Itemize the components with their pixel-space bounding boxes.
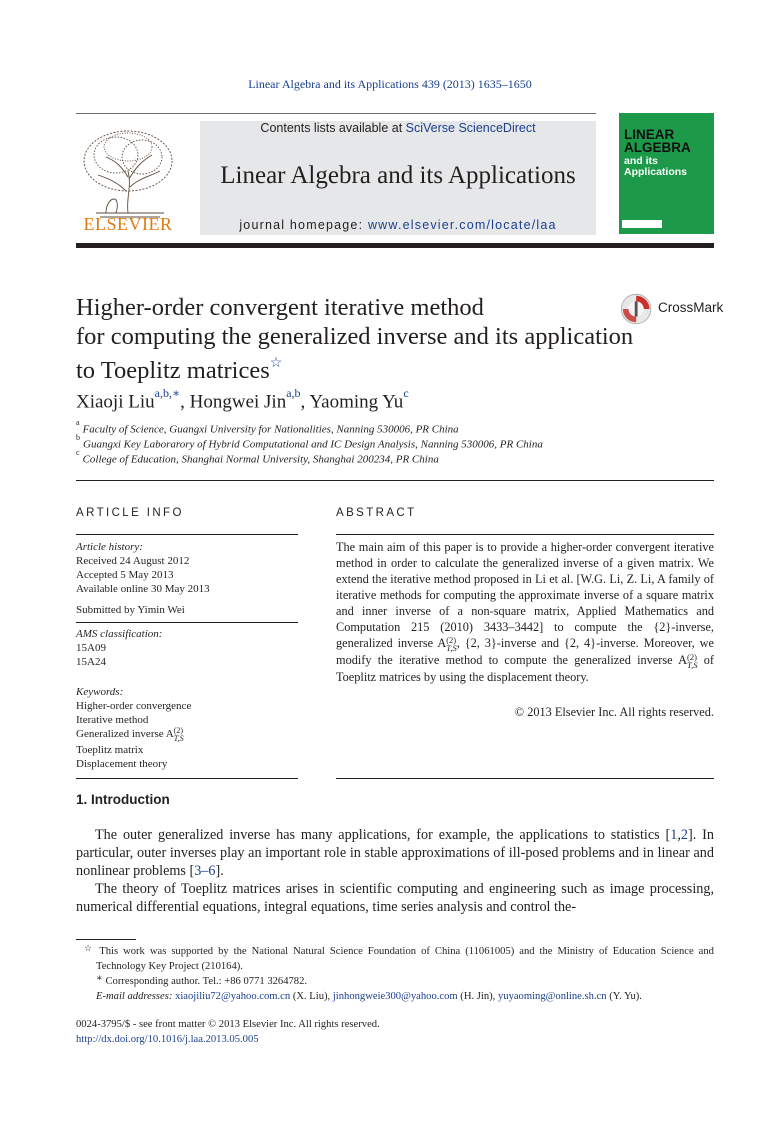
author-name: Hongwei Jin <box>189 391 287 413</box>
keyword: Toeplitz matrix <box>76 744 144 756</box>
footnote-star-mark: ☆ <box>84 943 95 953</box>
submitted-by: Submitted by Yimin Wei <box>76 604 185 616</box>
intro-paragraph-2 <box>76 880 714 916</box>
affiliation-mark: a <box>76 418 80 427</box>
affiliation <box>76 418 459 436</box>
accepted-date: Accepted 5 May 2013 <box>76 569 174 581</box>
keyword: Displacement theory <box>76 758 168 770</box>
crossmark-label[interactable]: CrossMark <box>658 300 724 315</box>
affiliation <box>76 433 543 451</box>
sciencedirect-link[interactable]: SciVerse ScienceDirect <box>405 121 536 135</box>
cover-publisher-strip <box>622 220 662 228</box>
title-line: Higher-order convergent iterative method <box>76 294 484 321</box>
abstract-heading: ABSTRACT <box>336 507 417 519</box>
email-link[interactable]: yuyaoming@online.sh.cn <box>497 991 607 1002</box>
header-divider <box>76 480 714 481</box>
footnote-corresponding <box>76 974 714 989</box>
footnote-text: Corresponding author. Tel.: +86 0771 3264782. <box>105 976 308 987</box>
running-head[interactable]: Linear Algebra and its Applications 439 (2013) 1635–1650 <box>248 77 532 91</box>
journal-name: Linear Algebra and its Applications <box>220 162 576 189</box>
masthead-bottom-rule <box>76 243 714 248</box>
footnote-rule <box>76 939 136 940</box>
keyword-text: Generalized inverse A <box>76 728 174 740</box>
section-heading-introduction: 1. Introduction <box>76 792 170 807</box>
footnote-funding <box>84 944 714 974</box>
masthead-top-rule <box>76 113 596 114</box>
history-label: Article history: <box>76 541 143 553</box>
journal-homepage <box>200 218 596 232</box>
email-owner: (H. Jin), <box>460 991 496 1002</box>
keywords <box>76 685 298 771</box>
abstract-text <box>336 539 714 685</box>
article-info-rule <box>76 534 298 535</box>
abstract-part: , {2, 3}-inverse and {2, 4}-inverse. Moreover, we modify the iterative method to compute the generalized inverse A <box>336 636 714 667</box>
keyword: Iterative method <box>76 714 149 726</box>
intro-paragraph-1: The outer generalized inverse has many applications, for example, the applications to statistics [1,2]. In particular, outer inverses play an important role in stable approximations of ill-posed problems and in linear and nonlinear problems [3–6]. <box>76 827 714 879</box>
title-line <box>76 351 676 385</box>
keyword <box>76 727 298 743</box>
abstract-math-sub: T,S <box>446 643 457 653</box>
contents-prefix: Contents lists available at <box>260 121 403 135</box>
abstract-math <box>687 653 697 669</box>
footnote-emails <box>76 989 714 1004</box>
paragraph-text: ]. In particular, outer inverses play an important role in stable approximations of ill-posed problems and in linear and nonlinear problems [ <box>76 827 714 879</box>
elsevier-wordmark: ELSEVIER <box>83 214 173 234</box>
affiliation-mark: b <box>76 433 80 442</box>
abstract-math-sup: (2) <box>687 652 697 662</box>
paragraph-text: The outer generalized inverse has many applications, for example, the applications to statistics [ <box>95 827 671 843</box>
citation-link[interactable]: 2 <box>680 827 689 843</box>
abstract-math-sub: T,S <box>687 660 698 670</box>
title-line: for computing the generalized inverse and its application <box>76 323 634 350</box>
author-name: Xiaoji Liu <box>76 391 155 413</box>
cover-subtitle <box>624 156 712 177</box>
contents-availability <box>200 121 596 135</box>
email-owner: (X. Liu), <box>292 991 331 1002</box>
ams-code: 15A09 <box>76 642 106 654</box>
doi-link[interactable]: http://dx.doi.org/10.1016/j.laa.2013.05.005 <box>76 1034 259 1045</box>
keyword-math <box>174 727 184 743</box>
email-owner: (Y. Yu). <box>609 991 642 1002</box>
affiliation-text: College of Education, Shanghai Normal University, Shanghai 200234, PR China <box>82 453 439 466</box>
keywords-label: Keywords: <box>76 686 124 698</box>
footnote-corr-mark: ∗ <box>96 973 103 984</box>
crossmark-icon[interactable] <box>620 292 658 326</box>
article-history <box>76 540 298 596</box>
email-link[interactable]: xiaojiliu72@yahoo.com.cn <box>175 991 291 1002</box>
citation-link[interactable]: 3–6 <box>194 863 216 879</box>
paragraph-text: The theory of Toeplitz matrices arises in scientific computing and engineering such as image processing, numerical differential equations, integral equations, time series analysis and control the- <box>76 881 714 915</box>
abstract-math-sup: (2) <box>446 635 457 645</box>
cover-title <box>624 128 712 154</box>
front-matter <box>76 1017 380 1047</box>
email-label: E-mail addresses: <box>96 991 173 1002</box>
homepage-link[interactable]: www.elsevier.com/locate/laa <box>367 218 557 232</box>
issn-line: 0024-3795/$ - see front matter © 2013 Elsevier Inc. All rights reserved. <box>76 1019 380 1030</box>
cover-title-line: ALGEBRA <box>624 140 691 155</box>
footnote-text: This work was supported by the National Natural Science Foundation of China (11061005) and the Ministry of Education Science and Technology Key Project (210164). <box>96 946 714 972</box>
article-info-heading: ARTICLE INFO <box>76 507 184 519</box>
abstract-bottom-rule <box>336 778 714 779</box>
citation-link[interactable]: 1 <box>670 827 678 843</box>
affiliation-text: Faculty of Science, Guangxi University for Nationalities, Nanning 530006, PR China <box>82 423 459 436</box>
keyword-math-sub: T,S <box>173 734 184 743</box>
cover-subtitle-line: Applications <box>624 165 688 178</box>
abstract-math <box>446 636 456 652</box>
title-footnote-star[interactable]: ☆ <box>269 356 283 371</box>
cover-subtitle-line: and its <box>624 155 658 167</box>
keyword: Higher-order convergence <box>76 700 192 712</box>
author-affil-marks[interactable]: a,b,∗ <box>154 386 181 400</box>
paragraph-text: ]. <box>215 863 224 879</box>
author-affil-marks[interactable]: a,b <box>286 386 301 400</box>
email-link[interactable]: jinhongweie300@yahoo.com <box>332 991 458 1002</box>
online-date: Available online 30 May 2013 <box>76 583 210 595</box>
ams-rule <box>76 622 298 623</box>
affiliation-mark: c <box>76 448 80 457</box>
article-info-bottom-rule <box>76 778 298 779</box>
author-list <box>76 386 409 413</box>
abstract-part: The main aim of this paper is to provide a higher-order convergent iterative method in order to calculate the generalized inverse of a given matrix. We extend the iterative method proposed in Li et al. [W.G. Li, Z. Li, A family of iterative methods for computing the approximate inverse of a square matrix and inner inverse of a non-square matrix, Applied Mathematics and Computation 215 (2010) 3433–3442] to compute the {2}-inverse, generalized inverse A <box>336 540 714 650</box>
received-date: Received 24 August 2012 <box>76 555 190 567</box>
title-line-text: to Toeplitz matrices <box>76 357 270 385</box>
ams-code: 15A24 <box>76 656 106 668</box>
ams-classification <box>76 627 298 669</box>
author-affil-marks[interactable]: c <box>403 386 409 400</box>
abstract-rule <box>336 534 714 535</box>
affiliation-text: Guangxi Key Laborarory of Hybrid Computational and IC Design Analysis, Nanning 530006, PR China <box>83 438 543 451</box>
footnotes <box>76 944 714 1004</box>
author-separator: , <box>180 391 190 413</box>
author-separator: , <box>300 391 310 413</box>
homepage-prefix: journal homepage: <box>239 218 364 232</box>
article-title <box>76 293 676 385</box>
ams-label: AMS classification: <box>76 628 163 640</box>
author-name: Yaoming Yu <box>309 391 404 413</box>
affiliation <box>76 448 439 466</box>
abstract-copyright: © 2013 Elsevier Inc. All rights reserved. <box>514 705 714 719</box>
abstract-part: of Toeplitz matrices by using the displacement theory. <box>336 653 714 684</box>
cover-title-line: LINEAR <box>624 127 675 142</box>
keyword-math-sup: (2) <box>173 726 184 735</box>
